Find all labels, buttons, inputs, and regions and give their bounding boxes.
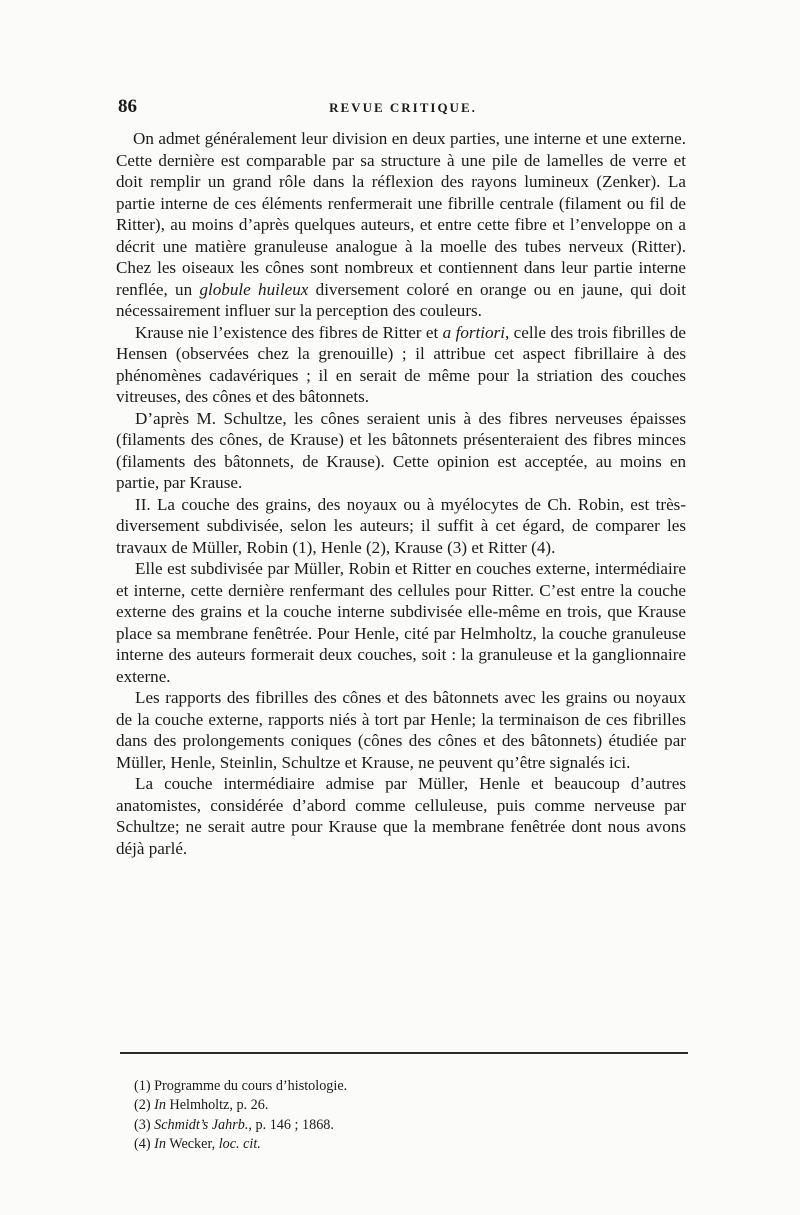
paragraph-text: On admet généralement leur division en deux parties, une interne et une externe. Cette dernière est comparable par sa structure à une pile de lamelles de verre et doit remplir un grand rôle dans la réflexion des rayons lumineux (Zenker). La partie interne de ces éléments renfermerait une fibrille centrale (filament ou fil de Ritter), au moins d’après quelques auteurs, et entre cette fibre et l’enveloppe on a décrit une matière granuleuse analogue à la moelle des tubes nerveux (Ritter). Chez les oiseaux les cônes sont nombreux et contiennent dans leur partie interne renflée, un [116,129,686,299]
footnotes [134,1077,674,1154]
footnote-text: (4) [134,1135,155,1152]
paragraph-7 [116,773,686,859]
footnote-4 [134,1135,674,1154]
footnote-text: , p. 146 ; 1868. [248,1116,334,1133]
footnote-italic-text: loc. cit. [218,1135,261,1152]
paragraph-6 [116,687,686,773]
paragraph-italic-text: globule huileux [199,279,309,299]
paragraph-4 [116,494,686,559]
footnote-text: Wecker, [165,1135,219,1152]
paragraph-text: , celle des trois fibrilles de Hensen (observées chez la grenouille) ; il attribue cet aspect fibrillaire à des phénomènes cadavériques ; il en serait de même pour la striation des couches vitreuses, des cônes et des bâtonnets. [116,322,686,406]
paragraph-text: La couche intermédiaire admise par Müller, Henle et beaucoup d’autres anatomistes, considérée d’abord comme celluleuse, puis comme nerveuse par Schultze; ne serait autre pour Krause que la membrane fenêtrée dont nous avons déjà parlé. [116,774,686,858]
footnote-text: (3) [134,1116,155,1133]
footnote-text: (1) Programme du cours d’histologie. [134,1078,348,1094]
footnote-italic-text: Schmidt’s Jahrb. [154,1116,249,1133]
paragraph-text: D’après M. Schultze, les cônes seraient unis à des fibres nerveuses épaisses (filaments des cônes, de Krause) et les bâtonnets présenteraient des fibres minces (filaments des bâtonnets, de Krause). Cette opinion est acceptée, au moins en partie, par Krause. [116,408,686,492]
paragraph-2 [116,322,686,408]
running-title: REVUE CRITIQUE. [329,100,477,115]
footnote-2 [134,1096,674,1115]
page-number: 86 [118,96,137,117]
paragraph-text: Elle est subdivisée par Müller, Robin et Ritter en couches externe, intermédiaire et interne, cette dernière renfermant des cellules pour Ritter. C’est entre la couche externe des grains et la couche interne subdivisée elle-même en trois, que Krause place sa membrane fenêtrée. Pour Henle, cité par Helmholtz, la couche granuleuse interne des auteurs formerait deux couches, soit : la granuleuse et la ganglionnaire externe. [116,559,686,686]
paragraph-text: Krause nie l’existence des fibres de Ritter et [135,322,443,342]
paragraph-1 [116,128,686,322]
footnote-italic-text: In [154,1097,166,1114]
footnote-italic-text: In [154,1135,166,1152]
body-text [116,128,686,859]
paragraph-3 [116,408,686,494]
footnote-1 [134,1077,674,1096]
footnote-3 [134,1116,674,1135]
page-header [118,96,688,120]
paragraph-text: diversement coloré en orange ou en jaune, qui doit nécessairement influer sur la perception des couleurs. [116,279,686,320]
paragraph-italic-text: a fortiori [442,322,505,342]
footnote-text: Helmholtz, p. 26. [165,1097,269,1114]
footnote-text: (2) [134,1097,155,1114]
paragraph-5 [116,558,686,687]
footnote-divider [120,1052,688,1054]
paragraph-text: Les rapports des fibrilles des cônes et des bâtonnets avec les grains ou noyaux de la couche externe, rapports niés à tort par Henle; la terminaison de ces fibrilles dans des prolongements coniques (cônes des cônes et des bâtonnets) étudiée par Müller, Henle, Steinlin, Schultze et Krause, ne peuvent qu’être signalés ici. [116,688,686,772]
paragraph-text: II. La couche des grains, des noyaux ou à myélocytes de Ch. Robin, est très-diversement subdivisée, selon les auteurs; il suffit à cet égard, de comparer les travaux de Müller, Robin (1), Henle (2), Krause (3) et Ritter (4). [116,494,686,557]
